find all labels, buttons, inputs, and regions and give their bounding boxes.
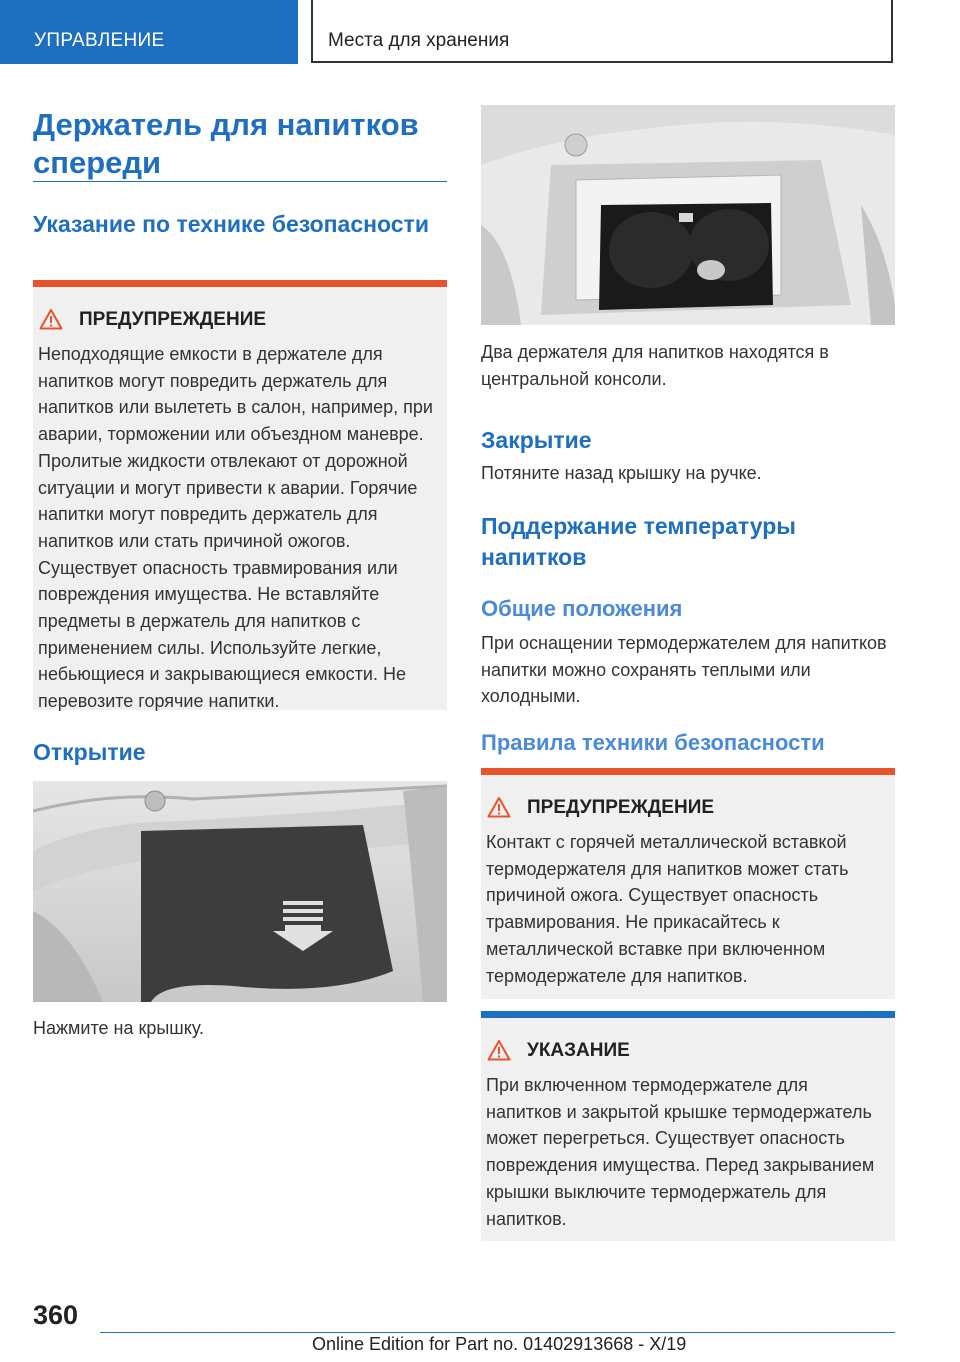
temp-heading: Поддержание температуры напитков <box>481 513 796 570</box>
warning-label: ПРЕДУПРЕЖДЕНИЕ <box>79 309 267 330</box>
title-rule <box>33 181 447 182</box>
chapter-label: Места для хранения <box>328 30 510 51</box>
warning-triangle-icon <box>487 796 511 818</box>
cupholder-caption: Два держателя для напитков находятся в центральной консоли. <box>481 342 829 389</box>
cupholder-illustration <box>481 105 895 325</box>
console-lid-illustration <box>33 781 447 1002</box>
photo-cupholders <box>481 105 895 325</box>
warning-triangle-icon <box>487 1039 511 1061</box>
general-text: При оснащении термодержателем для напитков напитки можно сохранять теплыми или холодными. <box>481 633 887 707</box>
chapter-box <box>311 0 893 63</box>
page-number: 360 <box>33 1300 79 1330</box>
rules-heading: Правила техники безопасности <box>481 730 825 755</box>
section-label: УПРАВЛЕНИЕ <box>34 30 165 51</box>
general-heading: Общие положения <box>481 596 683 621</box>
warning-label-2: ПРЕДУПРЕЖДЕНИЕ <box>527 797 715 818</box>
warning-bar-2 <box>481 768 895 775</box>
notice-bar <box>481 1011 895 1018</box>
warning-triangle-icon <box>39 308 63 330</box>
notice-label: УКАЗАНИЕ <box>527 1040 630 1061</box>
footer-rule <box>100 1332 895 1333</box>
opening-caption: Нажмите на крышку. <box>33 1018 205 1038</box>
closing-heading: Закрытие <box>481 427 592 453</box>
warning-text-2: Контакт с горячей металлической вставкой термодержателя для напитков может стать причиной ожога. Существует опасность травмирования. Не прикасайтесь к металлической вставке при включенном термодержателе для напитков. <box>486 832 849 986</box>
page-title: Держатель для напитков спереди <box>33 107 419 180</box>
opening-heading: Открытие <box>33 739 146 765</box>
notice-text: При включенном термодержателе для напитков и закрытой крышке термодержатель может перегреться. Существует опасность повреждения имущества. Перед закрыванием крышки выключите термодержатель для напитков. <box>486 1075 875 1229</box>
warning-box-2 <box>481 775 895 999</box>
warning-bar <box>33 280 447 287</box>
warning-box <box>33 287 447 710</box>
notice-box <box>481 1018 895 1241</box>
section-tab <box>0 0 298 64</box>
warning-text: Неподходящие емкости в держателе для напитков могут повредить держатель для напитков или вылететь в салон, например, при аварии, торможении или объездном маневре. Пролитые жидкости отвлекают от дорожной ситуации и могут привести к аварии. Горячие напитки могут повредить держатель для напитков или стать причиной ожогов. Существует опасность травмирования или повреждения имущества. Не вставляйте предметы в держатель для напитков с применением силы. Используйте легкие, небьющиеся и закрывающиеся емкости. Не перевозите горячие напитки. <box>38 344 433 712</box>
edition-text: Online Edition for Part no. 01402913668 - X/19 <box>312 1334 687 1354</box>
closing-text: Потяните назад крышку на ручке. <box>481 463 762 483</box>
safety-heading: Указание по технике безопасности <box>33 211 429 237</box>
photo-press-lid <box>33 781 447 1002</box>
